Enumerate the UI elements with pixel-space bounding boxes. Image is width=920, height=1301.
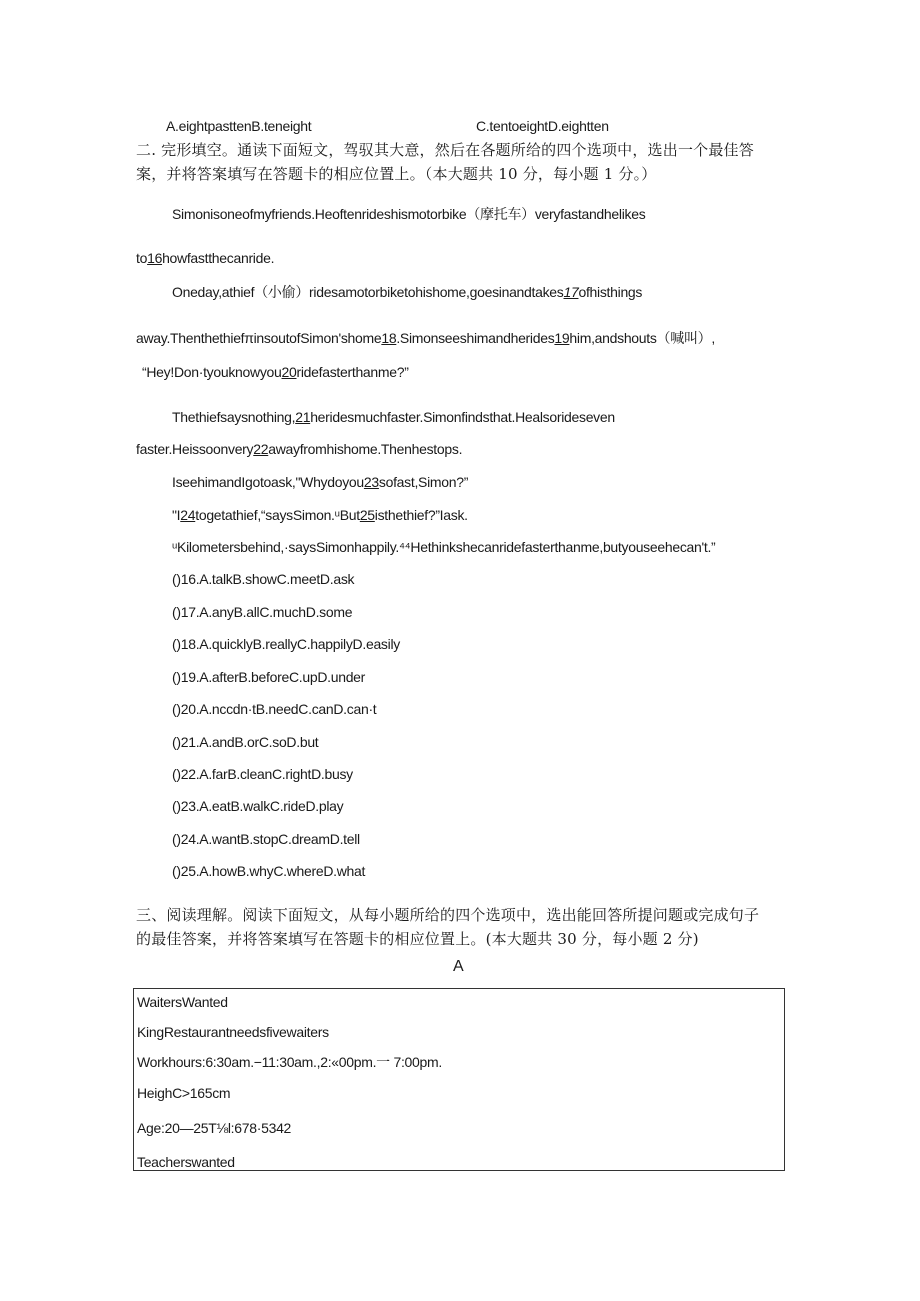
passage-line-3 [172,283,642,301]
text: .Simonseeshimandherides [396,330,555,346]
text: isthethief?”Iask. [374,507,468,523]
blank-21: 21 [295,409,311,425]
text: “Hey!Don·tyouknowyou [142,364,282,380]
part-label-a: A [453,958,464,975]
blank-16: 16 [147,250,163,266]
text: heridesmuchfaster.Simonfindsthat.Healsorideseven [310,409,615,425]
text: "I [172,507,181,523]
passage-line-8 [172,473,468,491]
blank-23: 23 [363,474,379,490]
blank-20: 20 [281,364,297,380]
ad-line-waiters-wanted: WaitersWanted [137,994,228,1010]
text: Thethiefsaysnothing, [172,409,296,425]
text: him,andshouts（喊叫）, [569,330,715,346]
blank-24: 24 [180,507,196,523]
passage-line-7 [136,440,462,458]
options-row-left: A.eightpasttenB.teneight [166,118,312,134]
text: ridefasterthanme?” [296,364,409,380]
ad-line-workhours: Workhours:6:30am.−11:30am.,2:«00pm.一 7:00pm. [137,1054,442,1070]
question-18: ()18.A.quicklyB.reallyC.happilyD.easily [172,636,400,652]
passage-line-4 [136,329,715,347]
blank-22: 22 [253,441,269,457]
passage-line-2 [136,249,274,267]
passage-line-1: Simonisoneofmyfriends.Heoftenrideshismotorbike（摩托车）veryfastandhelikes [172,206,646,222]
text: togetathief,“saysSimon.ᵘBut [195,507,360,523]
question-24: ()24.A.wantB.stopC.dreamD.tell [172,831,360,847]
passage-line-10: ᵘKilometersbehind,·saysSimonhappily.⁴⁴Hethinkshecanridefasterthanme,butyouseehecan't.” [172,539,716,555]
question-16: ()16.A.talkB.showC.meetD.ask [172,571,355,587]
text: faster.Heissoonvery [136,441,254,457]
text: sofast,Simon?” [378,474,469,490]
question-25: ()25.A.howB.whyC.whereD.what [172,863,366,879]
ad-line-teachers-wanted: Teacherswanted [137,1154,235,1170]
blank-25: 25 [359,507,375,523]
question-21: ()21.A.andB.orC.soD.but [172,734,319,750]
options-row-right: C.tentoeightD.eightten [476,118,609,134]
text: away.ThenthethiefπinsoutofSimon'shome [136,330,382,346]
text: awayfromhishome.Thenhestops. [268,441,463,457]
passage-line-9 [172,506,468,524]
text: howfastthecanride. [162,250,275,266]
question-19: ()19.A.afterB.beforeC.upD.under [172,669,366,685]
blank-17: 17 [563,284,579,300]
ad-line-age-tel: Age:20—25T⅛l:678·5342 [137,1120,292,1136]
ad-line-height: HeighC>165cm [137,1085,231,1101]
ad-line-restaurant: KingRestaurantneedsfivewaiters [137,1024,329,1040]
blank-19: 19 [554,330,570,346]
question-20: ()20.A.nccdn·tB.needC.canD.can·t [172,701,377,717]
section3-heading-line1: 三、阅读理解。阅读下面短文，从每小题所给的四个选项中，选出能回答所提问题或完成句子 [136,906,760,924]
question-22: ()22.A.farB.cleanC.rightD.busy [172,766,353,782]
advertisement-box [133,988,785,1171]
text: ofhisthings [578,284,643,300]
section2-heading-line2: 案，并将答案填写在答题卡的相应位置上。（本大题共 10 分，每小题 1 分。） [136,165,657,183]
text: to [136,250,148,266]
question-17: ()17.A.anyB.allC.muchD.some [172,604,353,620]
question-23: ()23.A.eatB.walkC.rideD.play [172,798,344,814]
passage-line-5 [142,363,409,381]
passage-line-6 [172,408,615,426]
text: Oneday,athief（小偷）ridesamotorbiketohishome,goesinandtakes [172,284,564,300]
text: IseehimandIgotoask,"Whydoyou [172,474,364,490]
blank-18: 18 [381,330,397,346]
section3-heading-line2: 的最佳答案，并将答案填写在答题卡的相应位置上。(本大题共 30 分，每小题 2 分) [136,930,699,948]
section2-heading-line1: 二. 完形填空。通读下面短文，驾驭其大意，然后在各题所给的四个选项中，选出一个最佳答 [136,141,754,159]
